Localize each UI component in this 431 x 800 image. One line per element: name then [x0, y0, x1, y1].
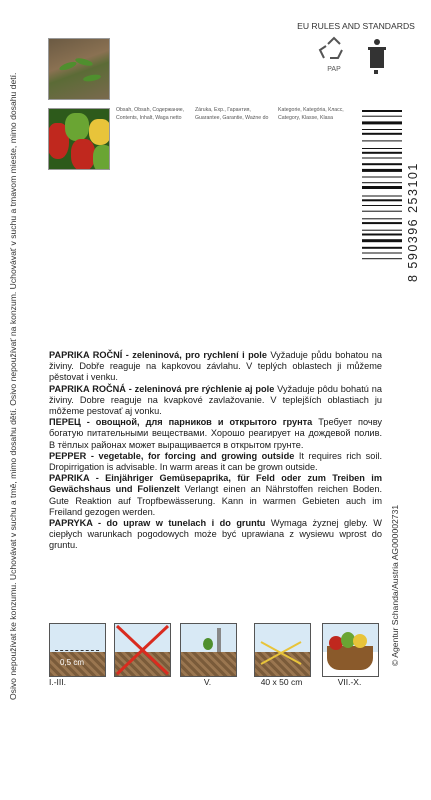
barcode-bar	[362, 258, 402, 259]
barcode-bar	[362, 148, 402, 149]
pictogram-label-5: VII.-X.	[337, 677, 362, 687]
sowing-depth-label: 0,5 cm	[60, 658, 85, 667]
pictogram-label-3: V.	[203, 677, 212, 687]
spacing-arrows-icon	[255, 624, 310, 676]
copyright-vertical: © Agentur Schanda/Austria AG000002731	[390, 504, 400, 666]
barcode-bar	[362, 234, 402, 236]
barcode-bar	[362, 186, 402, 189]
barcode-bar	[362, 247, 402, 249]
barcode-bar	[362, 152, 402, 154]
barcode-bar	[362, 133, 402, 135]
contents-label-1b: Contents, Inhalt, Wagа netto	[116, 114, 182, 121]
barcode-bar	[362, 163, 402, 165]
barcode-bar	[362, 239, 402, 242]
pictogram-sowing-depth	[49, 623, 106, 677]
barcode-bar	[362, 230, 402, 231]
eu-rules-label: EU RULES AND STANDARDS	[297, 21, 415, 31]
storage-warning-text: Osivo nepoužívat ke konzumu. Uchovávat v suchu a tmě, mimo dosahu dětí. Osivo nepoužívať na konzum. Uchovávať v suchu a tmavom mieste, mimo dosahu detí.	[8, 72, 18, 700]
barcode-number: 8 590396 253101	[406, 162, 420, 282]
barcode-bar	[362, 116, 402, 117]
barcode-bar	[362, 140, 402, 141]
description-block	[49, 350, 382, 552]
description-title: ПЕРЕЦ - овощной, для парников и открытого грунта	[49, 417, 313, 428]
description-body: Требует почву богатую питательными веществами. Хорошо реагирует на дождевой полив. В тёплых районах может выращивается в открытом грунте.	[49, 417, 382, 450]
barcode-bar	[362, 121, 402, 124]
description-paragraph	[49, 417, 382, 451]
description-paragraph	[49, 518, 382, 552]
barcode-bar	[362, 222, 402, 224]
description-body: Verlangt einen an Nährstoffen reichen Boden. Gute Reaktion auf Tropfbewässerung. Kann in warmen Gebieten auch im Freiland gezogen werden.	[49, 484, 382, 517]
description-title: PAPRYKA - do upraw w tunelach i do gruntu	[49, 518, 266, 529]
barcode-bar	[362, 211, 402, 212]
barcode-bar	[362, 129, 402, 130]
description-title: PAPRIKA - Einjähriger Gemüsepaprika, für Feld oder zum Treiben im Gewächshaus und Folienzelt	[49, 473, 382, 495]
contents-label-2b: Guarantee, Garantie, Ważne do	[195, 114, 269, 121]
description-body: Vyžaduje pôdu bohatú na živiny. Dobre reaguje na kvapkové zavlažovanie. V teplejších oblastiach ju môžeme pestovať aj vonku.	[49, 383, 382, 417]
barcode-bar	[362, 218, 402, 219]
contents-label-3b: Category, Klasse, Klasa	[278, 114, 333, 121]
barcode-bar	[362, 169, 402, 172]
pictogram-spacing	[254, 623, 311, 677]
description-paragraph	[49, 350, 382, 384]
barcode-bar	[362, 199, 402, 201]
description-paragraph	[49, 384, 382, 418]
description-paragraph	[49, 473, 382, 518]
description-title: PEPPER - vegetable, for forcing and growing outside	[49, 450, 295, 461]
cross-icon	[115, 624, 170, 676]
pictogram-label-1: I.-III.	[49, 677, 66, 687]
recycle-code: PAP	[327, 66, 341, 73]
storage-warning-vertical	[8, 10, 18, 700]
description-paragraph	[49, 451, 382, 473]
pictogram-label-4: 40 x 50 cm	[260, 677, 303, 687]
seedling-photo	[48, 38, 110, 100]
barcode	[362, 110, 402, 270]
pictogram-harvest	[322, 623, 379, 677]
description-title: PAPRIKA ROČNÁ - zeleninová pre rýchlenie aj pole	[49, 383, 275, 394]
recycling-icons	[316, 36, 396, 76]
barcode-bar	[362, 205, 402, 206]
contents-label-2a: Záruka, Exp., Гарантия,	[195, 107, 251, 113]
description-body: Wymaga żyznej gleby. W ciepłych warunkach pogodowych może być uprawiana z wysiewu wprost do gruntu.	[49, 518, 382, 551]
barcode-bar	[362, 182, 402, 183]
pictogram-no-direct-sowing	[114, 623, 171, 677]
trash-bin-icon	[368, 39, 386, 74]
pepper-photo	[48, 108, 110, 170]
barcode-bar	[362, 253, 402, 254]
barcode-bar	[362, 177, 402, 178]
description-body: Vyžaduje půdu bohatou na živiny. Dobře reaguje na kapkovou závlahu. V teplých oblastech ji můžeme pěstovat i venku.	[49, 350, 382, 383]
contents-label-1a: Obsah, Obsah, Содержание,	[116, 107, 185, 113]
barcode-bar	[362, 158, 402, 159]
pictogram-planting-out	[180, 623, 237, 677]
barcode-bar	[362, 196, 402, 197]
barcode-bar	[362, 110, 402, 112]
contents-label-3a: Kategorie, Kategória, Класс,	[278, 107, 344, 113]
description-body: It requires rich soil. Dropirrigation is advisable. In warm areas it can be grown outside.	[49, 450, 382, 473]
recycle-icon	[316, 36, 396, 78]
description-title: PAPRIKA ROČNÍ - zeleninová, pro rychlení i pole	[49, 350, 267, 360]
